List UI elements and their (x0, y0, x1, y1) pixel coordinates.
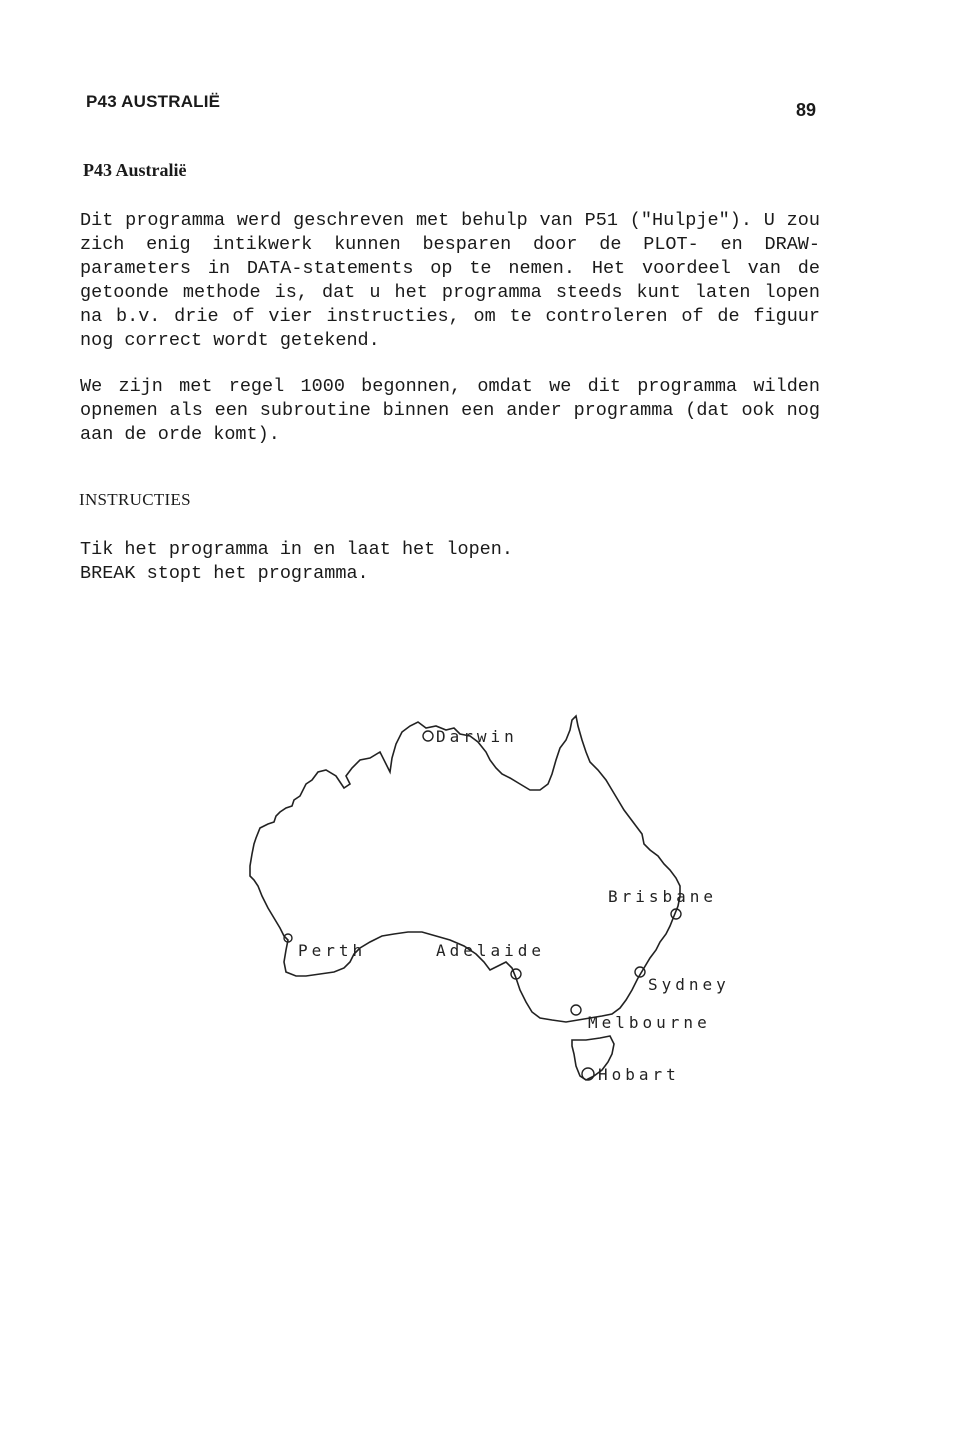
city-label-brisbane: Brisbane (608, 887, 718, 906)
instructions-text: Tik het programma in en laat het lopen. BREAK stopt het programma. (80, 539, 513, 584)
intro-paragraph: Dit programma werd geschreven met behulp van P51 ("Hulpje"). U zou zich enig intikwerk kunnen besparen door de PLOT- en DRAW-parameters in DATA-statements op te nemen. Het voordeel van de getoonde methode is, dat u het programma steeds kunt laten lopen na b.v. drie of vier instructies, om te controleren of de figuur nog correct wordt getekend. (80, 210, 820, 351)
running-head: P43 AUSTRALIË (86, 92, 221, 111)
page-number: 89 (796, 100, 817, 120)
australia-map (240, 700, 780, 1110)
city-marker-melbourne (571, 1005, 581, 1015)
city-label-adelaide: Adelaide (436, 941, 546, 960)
section-title: P43 Australië (83, 160, 187, 180)
australia-coastline (250, 716, 680, 1022)
city-marker-darwin (423, 731, 433, 741)
instructions-heading: INSTRUCTIES (79, 490, 191, 509)
subroutine-paragraph: We zijn met regel 1000 begonnen, omdat we dit programma wilden opnemen als een subroutine binnen een ander programma (dat ook nog aan de orde komt). (80, 376, 820, 445)
city-label-darwin: Darwin (436, 727, 518, 746)
city-label-perth: Perth (298, 941, 367, 960)
city-label-melbourne: Melbourne (588, 1013, 711, 1032)
city-label-sydney: Sydney (648, 975, 730, 994)
city-label-hobart: Hobart (598, 1065, 680, 1084)
